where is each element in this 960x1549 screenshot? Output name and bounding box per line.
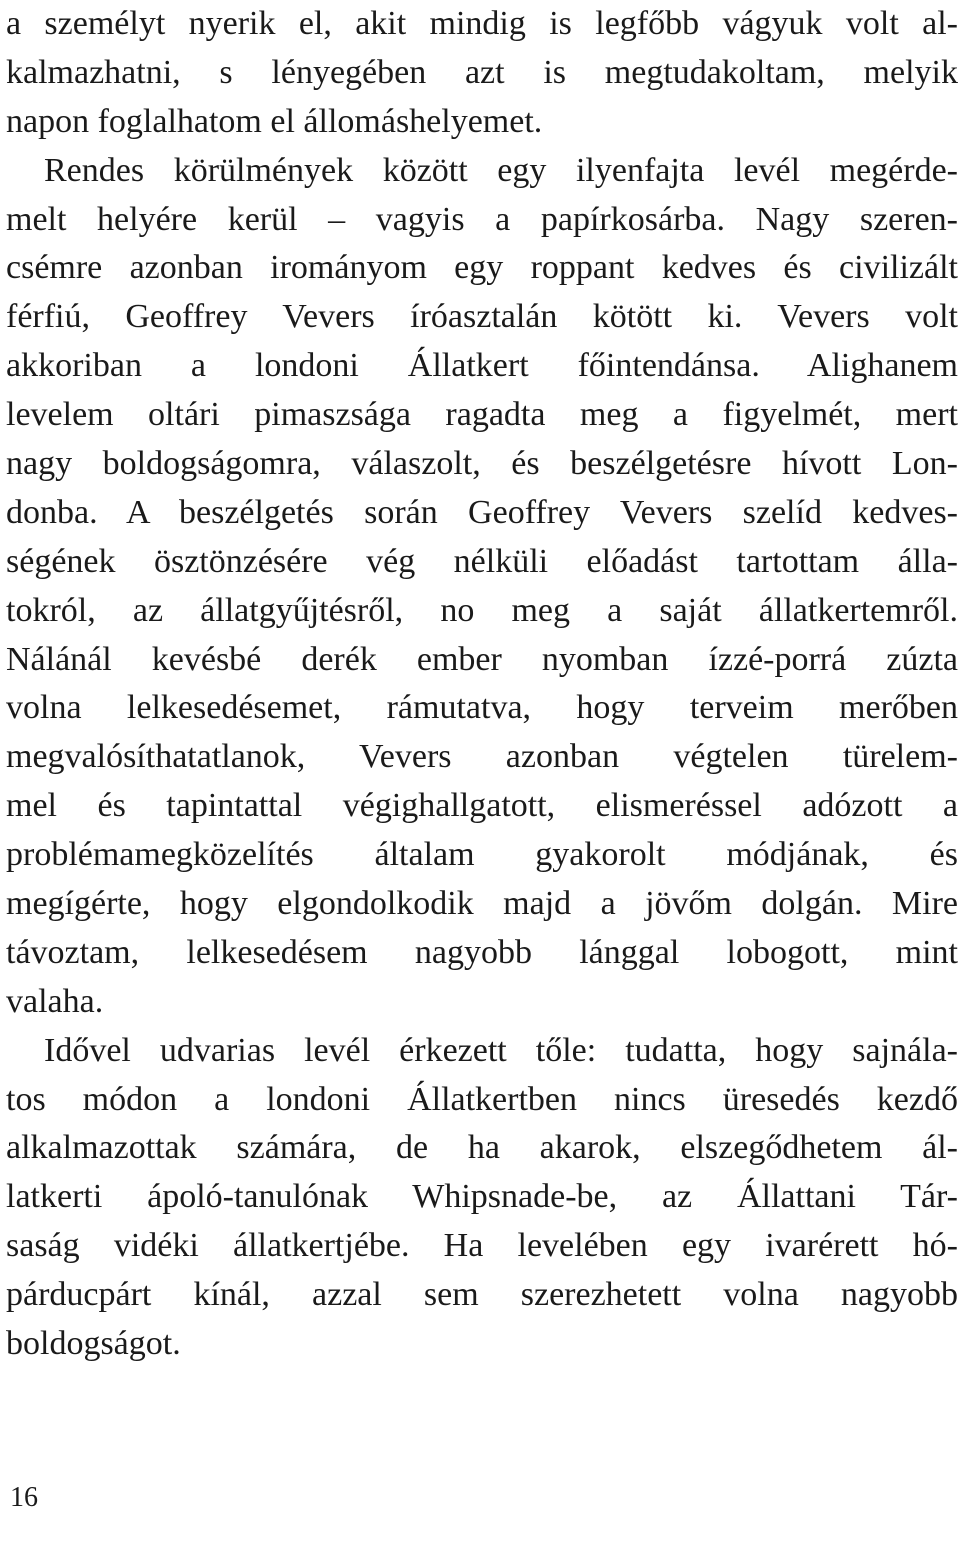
text-line: férfiú, Geoffrey Vevers íróasztalán kötött ki. Vevers volt [6,298,958,336]
text-line: Idővel udvarias levél érkezett tőle: tudatta, hogy sajnála- [44,1031,958,1069]
text-line: a személyt nyerik el, akit mindig is legfőbb vágyuk volt al- [6,5,958,42]
text-line: csémre azonban irományom egy roppant kedves és civilizált [6,249,958,287]
text-line: donba. A beszélgetés során Geoffrey Vevers szelíd kedves- [6,493,958,531]
body-text [6,0,958,1369]
text-line: akkoriban a londoni Állatkert főintendánsa. Alighanem [6,347,958,385]
text-line: saság vidéki állatkertjébe. Ha levelében egy ivarérett hó- [6,1227,958,1265]
text-line: ségének ösztönzésére vég nélküli előadást tartottam álla- [6,542,958,580]
text-line: problémamegközelítés általam gyakorolt módjának, és [6,836,958,874]
text-line: tokról, az állatgyűjtésről, no meg a saját állatkertemről. [6,591,958,629]
text-line: boldogságot. [6,1325,181,1363]
text-line: valaha. [6,982,104,1020]
text-line: napon foglalhatom el állomáshelyemet. [6,102,543,140]
text-line: volna lelkesedésemet, rámutatva, hogy terveim merőben [6,689,958,727]
text-line: tos módon a londoni Állatkertben nincs üresedés kezdő [6,1080,958,1118]
text-line: megvalósíthatatlanok, Vevers azonban végtelen türelem- [6,738,958,776]
text-line: megígérte, hogy elgondolkodik majd a jövőm dolgán. Mire [6,885,958,923]
text-line: kalmazhatni, s lényegében azt is megtudakoltam, melyik [6,53,958,91]
page-number: 16 [10,1482,38,1513]
text-line: melt helyére kerül – vagyis a papírkosárba. Nagy szeren- [6,200,958,238]
text-line: Rendes körülmények között egy ilyenfajta levél megérde- [44,151,958,189]
text-line: levelem oltári pimaszsága ragadta meg a figyelmét, mert [6,396,958,434]
text-line: Nálánál kevésbé derék ember nyomban ízzé-porrá zúzta [6,640,958,678]
text-line: latkerti ápoló-tanulónak Whipsnade-be, az Állattani Tár- [6,1178,958,1216]
text-line: mel és tapintattal végighallgatott, elismeréssel adózott a [6,787,958,825]
text-line: távoztam, lelkesedésem nagyobb lánggal lobogott, mint [6,933,958,971]
text-line: alkalmazottak számára, de ha akarok, elszegődhetem ál- [6,1129,958,1167]
text-line: nagy boldogságomra, válaszolt, és beszélgetésre hívott Lon- [6,445,958,483]
text-line: párducpárt kínál, azzal sem szerezhetett volna nagyobb [6,1276,958,1314]
